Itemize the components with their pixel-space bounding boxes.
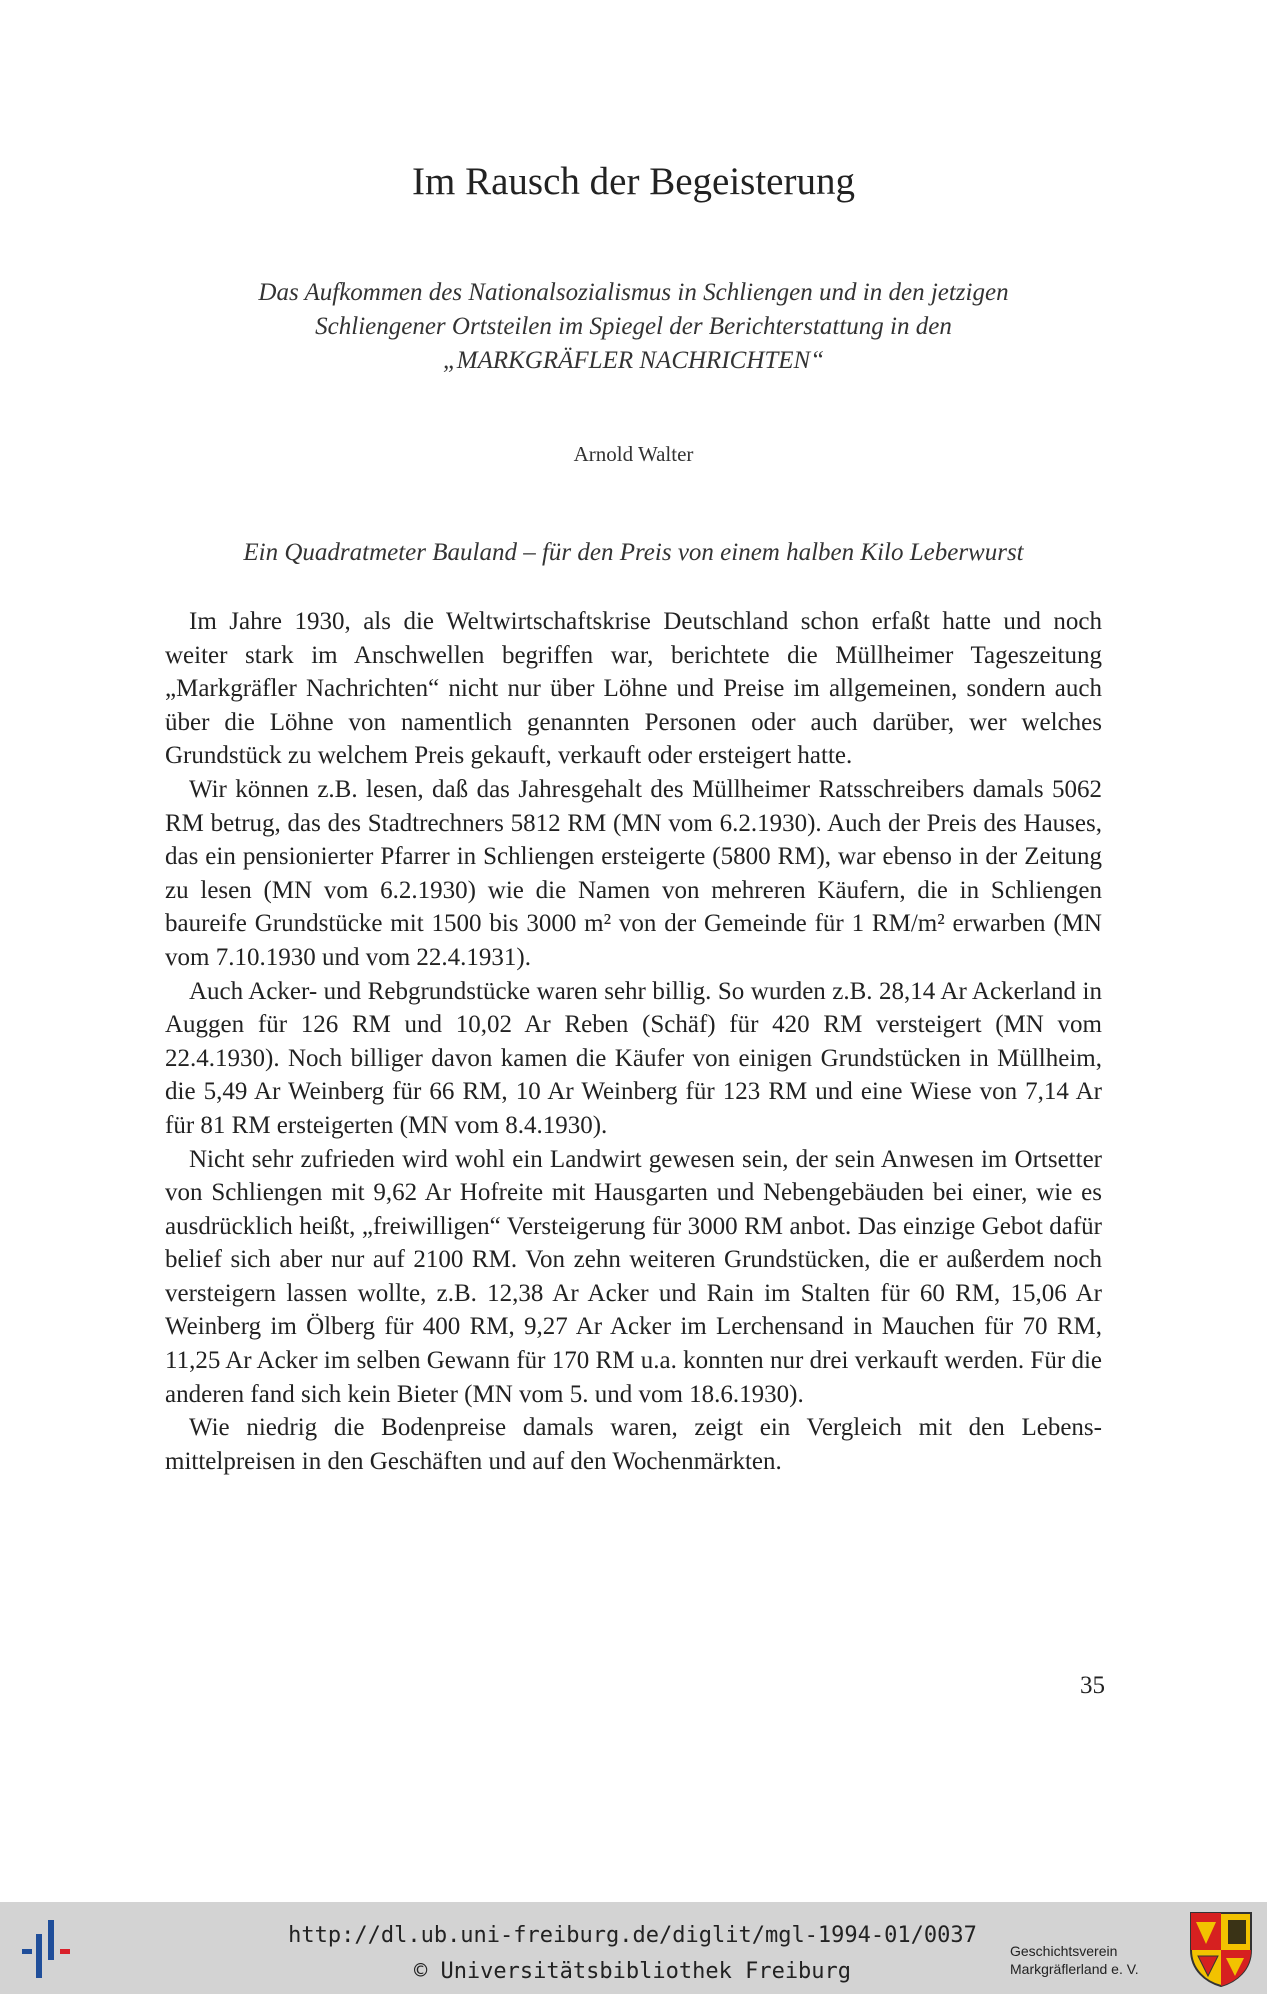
footer-url-link[interactable]: http://dl.ub.uni-freiburg.de/diglit/mgl-1994-01/0037 xyxy=(288,1923,977,1948)
ub-freiburg-logo-icon xyxy=(22,1918,80,1980)
subtitle-line: „MARKGRÄFLER NACHRICHTEN“ xyxy=(442,347,825,374)
section-heading: Ein Quadratmeter Bauland – für den Preis von einem halben Kilo Leberwurst xyxy=(243,539,1024,566)
article-subtitle xyxy=(150,276,1117,378)
body-paragraph: Auch Acker- und Rebgrundstücke waren sehr billig. So wurden z.B. 28,14 Ar Ackerland in Auggen für 126 RM und 10,02 Ar Reben (Schäf) für 420 RM versteigert (MN vom 22.4.1930). Noch billiger davon kamen die Käufer von einigen Grundstücken in Müllheim, die 5,49 Ar Weinberg für 66 RM, 10 Ar Weinberg für 123 RM und eine Wiese von 7,14 Ar für 81 RM ersteigerten (MN vom 8.4.1930). xyxy=(165,977,1102,1139)
body-paragraph: Wir können z.B. lesen, daß das Jahresgehalt des Müllheimer Ratsschreibers damals 5062 RM betrug, das des Stadtrechners 5812 RM (MN vom 6.2.1930). Auch der Preis des Hauses, das ein pensionierter Pfarrer in Schliengen ersteigerte (5800 RM), war ebenso in der Zeitung zu lesen (MN vom 6.2.1930) wie die Namen von mehreren Käufern, die in Schliengen baureife Grundstücke mit 1500 bis 3000 m² von der Gemeinde für 1 RM/m² erwarben (MN vom 7.10.1930 und vom 22.4.1931). xyxy=(165,775,1102,971)
subtitle-line: Schliengener Ortsteilen im Spiegel der Berichterstattung in den xyxy=(315,313,952,340)
body-paragraph: Nicht sehr zufrieden wird wohl ein Landwirt gewesen sein, der sein Anwesen im Ortsetter von Schliengen mit 9,62 Ar Hofreite mit Hausgarten und Nebengebäuden bei einer, wie es ausdrücklich heißt, „freiwilligen“ Versteigerung für 3000 RM anbot. Das einzige Gebot dafür belief sich aber nur auf 2100 RM. Von zehn weiteren Grundstücken, die er außerdem noch versteigern lassen wollte, z.B. 12,38 Ar Acker und Rain im Stalten für 60 RM, 15,06 Ar Weinberg im Ölberg für 400 RM, 9,27 Ar Acker im Lerchensand in Mauchen für 70 RM, 11,25 Ar Acker im selben Gewann für 170 RM u.a. konnten nur drei verkauft werden. Für die anderen fand sich kein Bieter (MN vom 5. und vom 18.6.1930). xyxy=(165,1145,1102,1408)
article-body xyxy=(165,605,1102,1478)
body-paragraph: Wie niedrig die Bodenpreise damals waren, zeigt ein Vergleich mit den Lebensmittelpreisen in den Geschäften und auf den Wochenmärkten. xyxy=(165,1414,1102,1475)
footer-bar xyxy=(0,1902,1267,1994)
society-line: Markgräflerland e. V. xyxy=(1010,1961,1139,1977)
footer-society-name xyxy=(1010,1942,1185,1978)
body-paragraph: Im Jahre 1930, als die Weltwirtschaftskrise Deutschland schon erfaßt hatte und noch weiter stark im Anschwellen begriffen war, berichtete die Müllheimer Tageszeitung „Markgräfler Nachrichten“ nicht nur über Löhne und Preise im allgemeinen, sondern auch über die Löhne von namentlich genannten Personen oder auch darüber, wer welches Grundstück zu welchem Preis gekauft, verkauft oder ersteigert hatte. xyxy=(165,608,1102,770)
page-number: 35 xyxy=(1080,1672,1105,1699)
footer-copyright: © Universitätsbibliothek Freiburg xyxy=(413,1959,852,1984)
coat-of-arms-icon xyxy=(1188,1910,1254,1988)
page-title: Im Rausch der Begeisterung xyxy=(412,160,855,203)
author-name: Arnold Walter xyxy=(573,442,694,466)
subtitle-line: Das Aufkommen des Nationalsozialismus in Schliengen und in den jetzigen xyxy=(258,279,1009,306)
society-line: Geschichtsverein xyxy=(1010,1943,1118,1959)
